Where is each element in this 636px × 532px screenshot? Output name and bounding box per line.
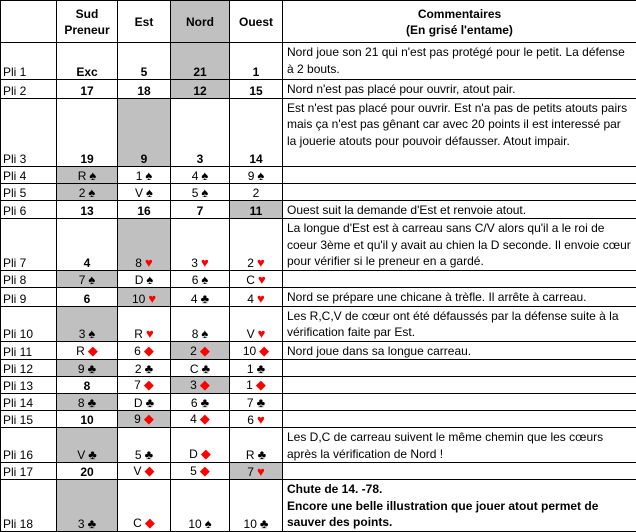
card-value: 7 (247, 465, 254, 479)
suit-icon: ♣ (202, 361, 211, 376)
trick-comment: Les D,C de carreau suivent le même chemin que les cœurs après la vérification de Nord ! (283, 428, 636, 463)
card-sud (57, 43, 118, 80)
card-nord (171, 411, 230, 428)
card-value: 2 (190, 344, 197, 358)
card-ouest (230, 341, 283, 360)
trick-row (1, 183, 636, 200)
card-value: C (133, 516, 142, 530)
suit-icon: ♥ (146, 326, 154, 341)
trick-row (1, 271, 636, 288)
card-value: R (246, 448, 255, 462)
card-value: 6 (84, 292, 91, 306)
trick-comment: Nord joue dans sa longue carreau. (283, 341, 636, 360)
card-value: 9 (78, 362, 85, 376)
card-value: 9 (141, 152, 148, 166)
trick-label: Pli 13 (1, 377, 57, 394)
suit-icon: ♥ (257, 464, 265, 479)
card-est (118, 341, 171, 360)
card-value: 10 (188, 517, 201, 531)
suit-icon: ♣ (88, 447, 97, 462)
trick-label: Pli 12 (1, 360, 57, 377)
suit-icon: ♣ (88, 395, 97, 410)
card-value: R (76, 344, 85, 358)
trick-label: Pli 16 (1, 428, 57, 463)
card-value: 7 (197, 204, 204, 218)
card-est (118, 463, 171, 480)
suit-icon: ♠ (146, 272, 153, 287)
card-value: 2 (79, 186, 86, 200)
card-nord (171, 463, 230, 480)
card-est (118, 306, 171, 341)
suit-icon: ♣ (88, 516, 97, 531)
suit-icon: ◆ (256, 377, 266, 392)
card-value: 2 (135, 362, 142, 376)
card-est (118, 219, 171, 271)
trick-comment: Ouest suit la demande d'Est et renvoie atout. (283, 200, 636, 219)
card-sud (57, 394, 118, 411)
trick-label: Pli 18 (1, 480, 57, 532)
trick-row (1, 341, 636, 360)
suit-icon: ♣ (257, 395, 266, 410)
card-value: 5 (192, 186, 199, 200)
card-value: D (134, 396, 143, 410)
card-value: 7 (134, 378, 141, 392)
trick-label: Pli 9 (1, 288, 57, 307)
card-nord (171, 360, 230, 377)
card-est (118, 200, 171, 219)
card-value: 7 (79, 273, 86, 287)
suit-icon: ◆ (201, 446, 211, 461)
trick-row (1, 463, 636, 480)
trick-comment (283, 463, 636, 480)
card-sud (57, 166, 118, 183)
trick-row (1, 394, 636, 411)
suit-icon: ◆ (200, 343, 210, 358)
trick-row (1, 306, 636, 341)
card-value: 10 (132, 292, 145, 306)
card-value: 8 (192, 327, 199, 341)
trick-label: Pli 1 (1, 43, 57, 80)
trick-comment (283, 183, 636, 200)
suit-icon: ♣ (145, 361, 154, 376)
header-commentaires: Commentaires (En grisé l'entame) (283, 1, 636, 43)
card-value: 19 (80, 152, 93, 166)
header-empty (1, 1, 57, 43)
card-value: D (189, 447, 198, 461)
card-value: 18 (137, 84, 150, 98)
suit-icon: ♣ (201, 291, 210, 306)
card-est (118, 271, 171, 288)
card-nord (171, 306, 230, 341)
card-value: 6 (191, 396, 198, 410)
card-ouest (230, 183, 283, 200)
suit-icon: ◆ (144, 377, 154, 392)
card-ouest (230, 80, 283, 99)
card-value: 14 (249, 152, 262, 166)
card-sud (57, 411, 118, 428)
card-value: 10 (244, 517, 257, 531)
trick-row (1, 219, 636, 271)
trick-label: Pli 17 (1, 463, 57, 480)
card-value: R (78, 169, 87, 183)
suit-icon: ♣ (257, 361, 266, 376)
trick-row (1, 480, 636, 532)
suit-icon: ♥ (258, 326, 266, 341)
card-value: 8 (78, 396, 85, 410)
card-value: Exc (76, 65, 97, 79)
card-est (118, 43, 171, 80)
suit-icon: ♣ (88, 361, 97, 376)
suit-icon: ♣ (260, 516, 269, 531)
trick-label: Pli 2 (1, 80, 57, 99)
card-ouest (230, 219, 283, 271)
card-ouest (230, 394, 283, 411)
suit-icon: ◆ (144, 411, 154, 426)
card-sud (57, 341, 118, 360)
header-nord: Nord (171, 1, 230, 43)
suit-icon: ◆ (88, 343, 98, 358)
trick-comment (283, 360, 636, 377)
card-sud (57, 463, 118, 480)
trick-label: Pli 14 (1, 394, 57, 411)
card-value: 2 (247, 256, 254, 270)
trick-comment: Nord n'est pas placé pour ouvrir, atout pair. (283, 80, 636, 99)
card-nord (171, 377, 230, 394)
card-nord (171, 480, 230, 532)
card-value: 4 (84, 256, 91, 270)
suit-icon: ◆ (144, 343, 154, 358)
suit-icon: ♥ (145, 255, 153, 270)
suit-icon: ◆ (145, 515, 155, 530)
card-sud (57, 306, 118, 341)
trick-comment (283, 411, 636, 428)
card-est (118, 394, 171, 411)
card-value: 3 (197, 152, 204, 166)
trick-label: Pli 5 (1, 183, 57, 200)
card-nord (171, 394, 230, 411)
card-est (118, 183, 171, 200)
suit-icon: ◆ (200, 411, 210, 426)
card-nord (171, 271, 230, 288)
card-value: 10 (80, 413, 93, 427)
card-sud (57, 480, 118, 532)
card-value: 8 (135, 256, 142, 270)
suit-icon: ♠ (88, 326, 95, 341)
card-nord (171, 80, 230, 99)
trick-comment: Les R,C,V de cœur ont été défaussés par la défense suite à la vérification faite par Est. (283, 306, 636, 341)
card-nord (171, 183, 230, 200)
card-ouest (230, 428, 283, 463)
suit-icon: ♠ (201, 272, 208, 287)
trick-label: Pli 15 (1, 411, 57, 428)
card-value: 11 (250, 204, 263, 218)
suit-icon: ♣ (146, 395, 155, 410)
suit-icon: ♠ (201, 168, 208, 183)
card-nord (171, 219, 230, 271)
trick-label: Pli 4 (1, 166, 57, 183)
card-value: 7 (247, 396, 254, 410)
card-ouest (230, 200, 283, 219)
trick-label: Pli 11 (1, 341, 57, 360)
trick-comment: Nord se prépare une chicane à trèfle. Il arrête à carreau. (283, 288, 636, 307)
card-ouest (230, 43, 283, 80)
card-ouest (230, 98, 283, 166)
card-ouest (230, 411, 283, 428)
suit-icon: ♠ (88, 185, 95, 200)
trick-row (1, 360, 636, 377)
trick-comment (283, 166, 636, 183)
card-value: 1 (246, 378, 253, 392)
card-sud (57, 183, 118, 200)
card-value: D (135, 273, 144, 287)
suit-icon: ♠ (205, 516, 212, 531)
header-row (1, 1, 636, 43)
suit-icon: ♥ (148, 291, 156, 306)
card-sud (57, 377, 118, 394)
suit-icon: ♣ (201, 395, 210, 410)
card-value: 6 (247, 413, 254, 427)
trick-label: Pli 6 (1, 200, 57, 219)
trick-comment: Nord joue son 21 qui n'est pas protégé pour le petit. La défense à 2 bouts. (283, 43, 636, 80)
card-est (118, 98, 171, 166)
card-est (118, 411, 171, 428)
trick-label: Pli 3 (1, 98, 57, 166)
trick-comment (283, 377, 636, 394)
card-value: 1 (253, 65, 260, 79)
trick-row (1, 43, 636, 80)
card-ouest (230, 306, 283, 341)
trick-row (1, 377, 636, 394)
trick-comment: Est n'est pas placé pour ouvrir. Est n'a pas de petits atouts pairs mais ça n'est pas gênant car avec 20 points il est interessé par la jouerie atouts pour pouvoir défausser. Atout impair. (283, 98, 636, 166)
card-value: 4 (192, 169, 199, 183)
trick-row (1, 411, 636, 428)
card-est (118, 288, 171, 307)
card-nord (171, 428, 230, 463)
suit-icon: ♠ (201, 326, 208, 341)
card-ouest (230, 480, 283, 532)
card-value: V (135, 186, 143, 200)
card-est (118, 166, 171, 183)
card-ouest (230, 288, 283, 307)
card-sud (57, 219, 118, 271)
card-value: 6 (134, 344, 141, 358)
card-sud (57, 271, 118, 288)
card-value: 3 (190, 378, 197, 392)
suit-icon: ♠ (145, 168, 152, 183)
suit-icon: ♣ (145, 447, 154, 462)
trick-row (1, 200, 636, 219)
card-value: 20 (80, 465, 93, 479)
suit-icon: ♥ (257, 412, 265, 427)
card-value: 13 (80, 204, 93, 218)
card-value: V (77, 448, 85, 462)
trick-comment (283, 394, 636, 411)
card-nord (171, 166, 230, 183)
suit-icon: ♠ (146, 185, 153, 200)
trick-comment: Chute de 14. -78. Encore une belle illustration que jouer atout permet de sauver des points. (283, 480, 636, 532)
trick-row (1, 288, 636, 307)
card-value: 5 (141, 65, 148, 79)
card-value: V (247, 327, 255, 341)
trick-comment (283, 271, 636, 288)
card-ouest (230, 360, 283, 377)
suit-icon: ♠ (89, 168, 96, 183)
suit-icon: ♣ (258, 447, 267, 462)
card-sud (57, 428, 118, 463)
card-ouest (230, 377, 283, 394)
card-est (118, 80, 171, 99)
card-sud (57, 200, 118, 219)
card-value: 5 (190, 464, 197, 478)
suit-icon: ♥ (257, 255, 265, 270)
card-ouest (230, 271, 283, 288)
card-value: 4 (247, 292, 254, 306)
trick-label: Pli 10 (1, 306, 57, 341)
card-value: 4 (190, 412, 197, 426)
card-value: 1 (247, 362, 254, 376)
trick-row (1, 80, 636, 99)
card-value: V (133, 464, 141, 478)
card-est (118, 428, 171, 463)
card-value: 17 (80, 84, 93, 98)
card-value: 3 (79, 327, 86, 341)
suit-icon: ◆ (145, 463, 155, 478)
header-sud: Sud Preneur (57, 1, 118, 43)
suit-icon: ♠ (88, 272, 95, 287)
suit-icon: ◆ (259, 343, 269, 358)
card-sud (57, 98, 118, 166)
card-value: 15 (249, 84, 262, 98)
card-value: 4 (191, 292, 198, 306)
card-value: 2 (253, 186, 260, 200)
card-nord (171, 43, 230, 80)
card-value: 6 (192, 273, 199, 287)
card-value: 8 (84, 379, 91, 393)
suit-icon: ♠ (257, 168, 264, 183)
card-nord (171, 341, 230, 360)
card-value: 9 (248, 169, 255, 183)
card-est (118, 377, 171, 394)
trick-label: Pli 8 (1, 271, 57, 288)
card-ouest (230, 166, 283, 183)
card-ouest (230, 463, 283, 480)
card-value: 16 (137, 204, 150, 218)
card-est (118, 480, 171, 532)
suit-icon: ♥ (258, 272, 266, 287)
card-value: R (134, 327, 143, 341)
card-value: 9 (134, 412, 141, 426)
card-value: 3 (78, 517, 85, 531)
trick-row (1, 166, 636, 183)
suit-icon: ♥ (257, 291, 265, 306)
card-value: 1 (136, 169, 143, 183)
card-value: 5 (135, 448, 142, 462)
suit-icon: ♥ (201, 255, 209, 270)
card-value: 21 (193, 65, 206, 79)
trick-label: Pli 7 (1, 219, 57, 271)
header-est: Est (118, 1, 171, 43)
card-value: C (246, 273, 255, 287)
card-sud (57, 80, 118, 99)
card-nord (171, 98, 230, 166)
card-sud (57, 288, 118, 307)
trick-comment: La longue d'Est est à carreau sans C/V alors qu'il a le roi de coeur 3ème et qu'il y avait au chien la D seconde. Il envoie cœur pour vérifier si le preneur en a gardé. (283, 219, 636, 271)
card-value: 3 (191, 256, 198, 270)
suit-icon: ♠ (201, 185, 208, 200)
card-est (118, 360, 171, 377)
card-nord (171, 288, 230, 307)
suit-icon: ◆ (200, 377, 210, 392)
card-value: C (190, 362, 199, 376)
card-value: 10 (243, 344, 256, 358)
card-value: 12 (193, 84, 206, 98)
trick-row (1, 98, 636, 166)
card-sud (57, 360, 118, 377)
card-nord (171, 200, 230, 219)
trick-row (1, 428, 636, 463)
header-ouest: Ouest (230, 1, 283, 43)
suit-icon: ◆ (200, 463, 210, 478)
